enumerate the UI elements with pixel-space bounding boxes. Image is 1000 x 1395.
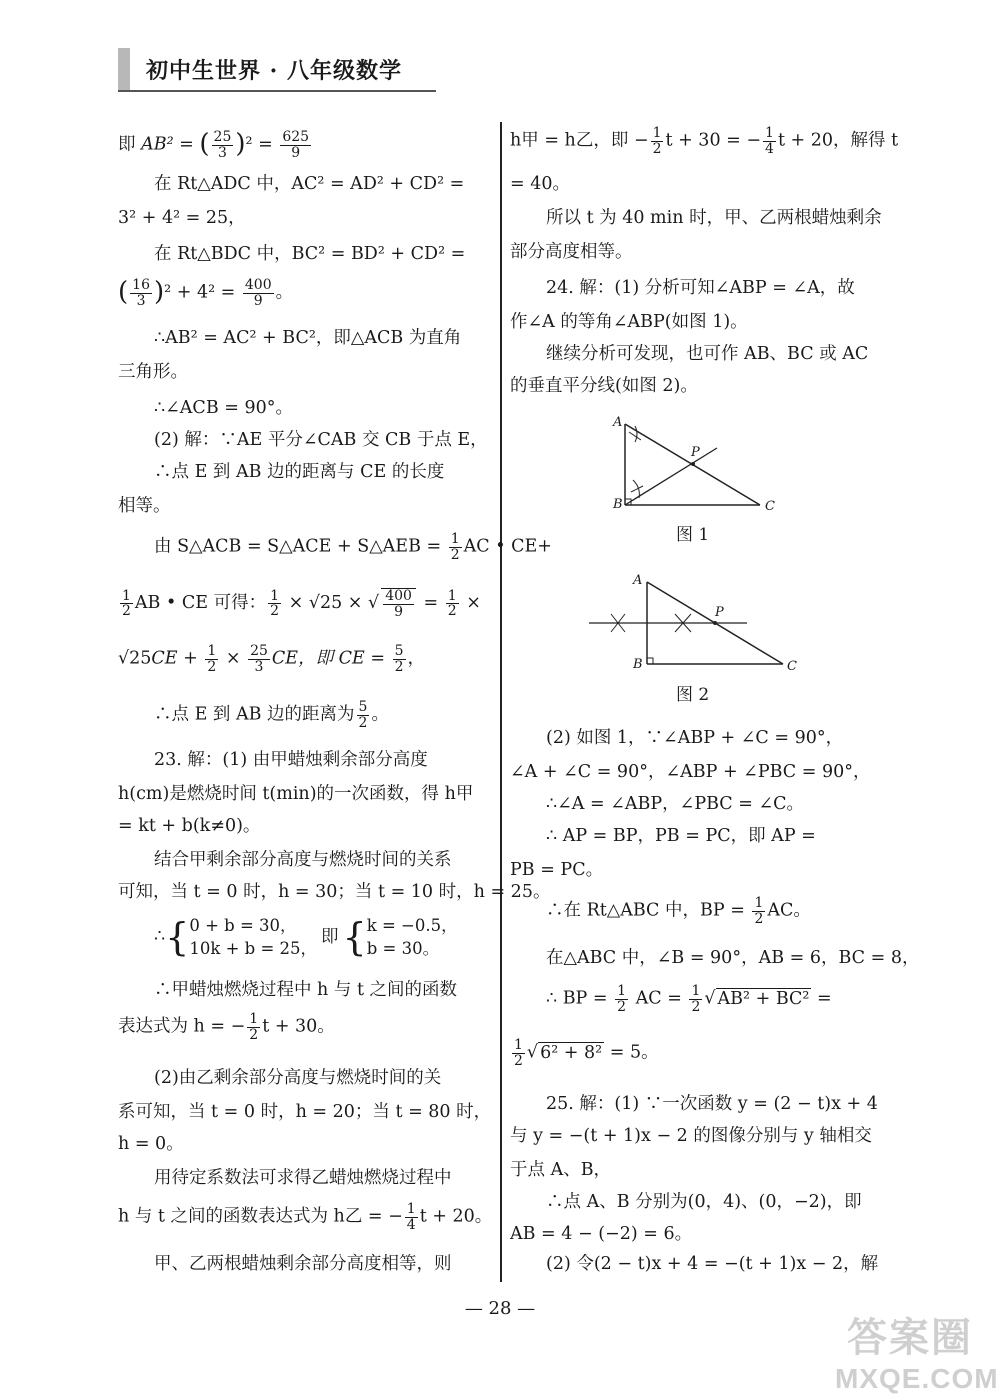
line: 三角形。 xyxy=(118,362,188,382)
line: h(cm)是燃烧时间 t(min)的一次函数，得 h甲 xyxy=(118,784,474,804)
line: 于点 A、B， xyxy=(510,1160,612,1180)
point-p xyxy=(713,621,717,625)
line: ∴点 A、B 分别为(0，4)、(0，−2)，即 xyxy=(546,1192,862,1212)
line: 24. 解：(1) 分析可知∠ABP = ∠A，故 xyxy=(546,278,855,298)
page-number: — 28 — xyxy=(464,1298,536,1319)
line: 部分高度相等。 xyxy=(510,242,633,262)
line: ∴ BP = $\frac{1}{2}$ AC = $\frac{1}{2}$ √ AB² + BC² = xyxy=(546,983,832,1015)
fraction: $\frac{1}{4}$ xyxy=(406,1201,416,1233)
figure-2-caption: 图 2 xyxy=(676,685,710,705)
watermark-logo: 答案圈 xyxy=(847,1316,973,1360)
label-p: P xyxy=(715,605,724,620)
label-c: C xyxy=(765,499,775,514)
line: ∴ AP = BP，PB = PC，即 AP = xyxy=(546,826,816,846)
line: = 40。 xyxy=(510,174,570,194)
line: √25CE + $\frac{1}{2}$ × $\frac{25}{3}$ CE，即 CE = $\frac{5}{2}$ ， xyxy=(118,643,426,675)
line: ( $\frac{16}{3}$ )² + 4² = $\frac{400}{9}$ 。 xyxy=(118,277,294,309)
figure-1-caption: 图 1 xyxy=(676,525,710,545)
label-a: A xyxy=(613,415,623,430)
line: 25. 解：(1) ∵一次函数 y = (2 − t)x + 4 xyxy=(546,1094,878,1114)
line: (2) 解：∵AE 平分∠CAB 交 CB 于点 E， xyxy=(154,430,488,450)
line: 继续分析可发现，也可作 AB、BC 或 AC xyxy=(546,344,869,364)
label-b: B xyxy=(613,497,623,512)
page-header-title: 初中生世界 · 八年级数学 xyxy=(146,58,402,84)
fraction: $\frac{1}{2}$ xyxy=(754,895,764,927)
fraction: $\frac{25}{3}$ xyxy=(250,643,268,675)
header-rule xyxy=(118,90,436,92)
line: 相等。 xyxy=(118,496,171,516)
header-bar xyxy=(118,48,130,92)
line: h 与 t 之间的函数表达式为 h乙 = − $\frac{1}{4}$ t + 20。 xyxy=(118,1201,493,1233)
line: 在 Rt△BDC 中，BC² = BD² + CD² = xyxy=(154,244,466,264)
line: h甲 = h乙，即 − $\frac{1}{2}$ t + 30 = − $\frac{1}{4}$ t + 20，解得 t xyxy=(510,125,899,157)
fraction: $\frac{1}{2}$ xyxy=(447,587,457,620)
line: $\frac{1}{2}$ √ 6² + 8² = 5。 xyxy=(514,1037,659,1069)
line: h = 0。 xyxy=(118,1134,184,1154)
line: 作∠A 的等角∠ABP(如图 1)。 xyxy=(510,312,748,332)
line: ∠A + ∠C = 90°，∠ABP + ∠PBC = 90°， xyxy=(510,762,871,782)
fraction: $\frac{16}{3}$ xyxy=(132,277,150,309)
figure-2-drawing xyxy=(585,572,805,672)
equation-system: k = −0.5， b = 30。 xyxy=(366,916,458,959)
fraction: $\frac{1}{2}$ xyxy=(450,531,460,563)
line: 结合甲剩余部分高度与燃烧时间的关系 xyxy=(154,850,452,870)
column-divider xyxy=(500,122,502,1282)
fraction: $\frac{1}{2}$ xyxy=(207,643,217,675)
line: 23. 解：(1) 由甲蜡烛剩余部分高度 xyxy=(154,750,428,770)
line: 与 y = −(t + 1)x − 2 的图像分别与 y 轴相交 xyxy=(510,1126,872,1146)
fraction: $\frac{1}{2}$ xyxy=(617,983,627,1015)
arc-mark xyxy=(635,426,637,442)
fraction: $\frac{1}{2}$ xyxy=(249,1011,259,1043)
fraction: $\frac{400}{9}$ xyxy=(381,588,416,619)
watermark-url: MXQE.COM xyxy=(835,1363,999,1394)
label-b: B xyxy=(633,657,643,672)
fraction: $\frac{1}{2}$ xyxy=(514,1037,523,1069)
line: (2) 令(2 − t)x + 4 = −(t + 1)x − 2，解 xyxy=(546,1254,879,1274)
fraction: $\frac{1}{4}$ xyxy=(765,125,774,157)
line: ∴甲蜡烛燃烧过程中 h 与 t 之间的函数 xyxy=(154,980,458,1000)
line: ∴在 Rt△ABC 中，BP = $\frac{1}{2}$ AC。 xyxy=(546,895,811,927)
fraction: $\frac{1}{2}$ xyxy=(691,983,701,1015)
line: ∴AB² = AC² + BC²，即△ACB 为直角 xyxy=(154,328,462,348)
fraction: $\frac{1}{2}$ xyxy=(270,587,280,620)
line: PB = PC。 xyxy=(510,860,604,880)
line: 可知，当 t = 0 时，h = 30；当 t = 10 时，h = 25。 xyxy=(118,882,551,902)
label-a: A xyxy=(633,573,643,588)
figure-1-drawing xyxy=(605,412,785,522)
line: 甲、乙两根蜡烛剩余部分高度相等，则 xyxy=(154,1254,452,1274)
line: 所以 t 为 40 min 时，甲、乙两根蜡烛剩余 xyxy=(546,208,882,228)
line: = kt + b(k≠0)。 xyxy=(118,816,261,836)
line: ∴点 E 到 AB 边的距离为 $\frac{5}{2}$ 。 xyxy=(154,699,389,731)
line: 3² + 4² = 25， xyxy=(118,208,246,228)
line: (2) 如图 1，∵∠ABP + ∠C = 90°， xyxy=(546,728,844,748)
watermark xyxy=(835,1306,999,1395)
line: 由 S△ACB = S△ACE + S△AEB = $\frac{1}{2}$ AC • CE+ xyxy=(154,531,552,563)
line: AB = 4 − (−2) = 6。 xyxy=(510,1224,693,1244)
line: 表达式为 h = − $\frac{1}{2}$ t + 30。 xyxy=(118,1011,335,1043)
line: ∴{ 0 + b = 30， 10k + b = 25， 即 { k = −0.5， b = 30。 xyxy=(154,915,458,960)
arc-tick xyxy=(631,486,643,492)
line: ∴点 E 到 AB 边的距离与 CE 的长度 xyxy=(154,462,445,482)
label-c: C xyxy=(787,659,797,674)
line: 在△ABC 中，∠B = 90°，AB = 6，BC = 8， xyxy=(546,948,920,968)
fraction: $\frac{1}{2}$ xyxy=(122,587,131,620)
line: (2)由乙剩余部分高度与燃烧时间的关 xyxy=(154,1068,442,1088)
fraction: $\frac{400}{9}$ xyxy=(244,277,272,309)
fraction: $\frac{5}{2}$ xyxy=(358,699,368,731)
figure-1 xyxy=(605,412,785,526)
line: ∴∠ACB = 90°。 xyxy=(154,398,293,418)
line: ∴∠A = ∠ABP，∠PBC = ∠C。 xyxy=(546,794,805,814)
fraction: $\frac{1}{2}$ xyxy=(652,125,662,157)
line: 即 AB² = ( $\frac{25}{3}$ )² = $\frac{625}{9}$ xyxy=(118,129,310,161)
point-p xyxy=(691,462,695,466)
line: 在 Rt△ADC 中，AC² = AD² + CD² = xyxy=(154,174,465,194)
fraction: $\frac{5}{2}$ xyxy=(394,643,404,675)
right-angle-mark xyxy=(647,658,653,664)
fraction: $\frac{25}{3}$ xyxy=(213,129,232,161)
line: 的垂直平分线(如图 2)。 xyxy=(510,376,698,396)
line: 系可知，当 t = 0 时，h = 20；当 t = 80 时， xyxy=(118,1102,492,1122)
label-p: P xyxy=(691,445,700,460)
line: $\frac{1}{2}$ AB • CE 可得： $\frac{1}{2}$ × √25 × √ $\frac{400}{9}$ = $\frac{1}{2}$ × xyxy=(122,587,481,620)
line: 用待定系数法可求得乙蜡烛燃烧过程中 xyxy=(154,1168,452,1188)
figure-2 xyxy=(585,572,805,676)
equation-system: 0 + b = 30， 10k + b = 25， xyxy=(189,916,318,959)
fraction: $\frac{625}{9}$ xyxy=(282,129,310,161)
